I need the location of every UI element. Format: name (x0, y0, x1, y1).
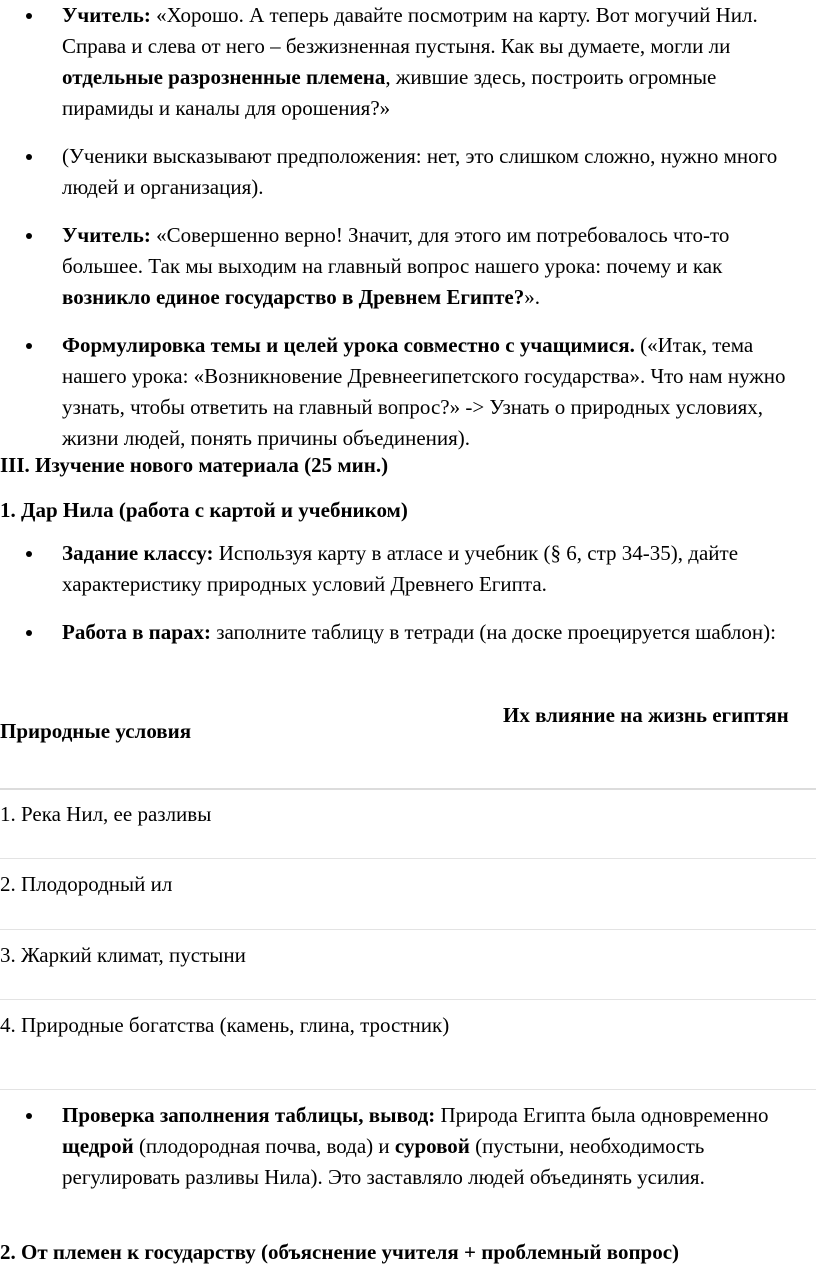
task-label: Работа в парах: (62, 620, 211, 644)
paragraph-text: (плодородная почва, вода) и (133, 1134, 395, 1158)
table-row: 4. Природные богатства (камень, глина, тростник) (0, 1013, 450, 1037)
bullet-dot-icon (26, 343, 32, 349)
mid-bullet-block (0, 538, 816, 648)
paragraph-text: Природа Египта была одновременно (435, 1103, 769, 1127)
list-item (0, 330, 816, 454)
table-column-header: Их влияние на жизнь египтян (503, 703, 789, 727)
task-label: Задание классу: (62, 541, 214, 565)
task-label: Проверка заполнения таблицы, вывод: (62, 1103, 436, 1127)
top-bullet-list (0, 0, 816, 454)
bullet-dot-icon (26, 551, 32, 557)
table-header-divider (0, 788, 816, 790)
paragraph-text: заполните таблицу в тетради (на доске проецируется шаблон): (210, 620, 776, 644)
speaker-label: Учитель: (62, 223, 151, 247)
paragraph-text: «Совершенно верно! Значит, для этого им потребовалось что-то большее. Так мы выходим на главный вопрос нашего урока: почему и как (62, 223, 730, 278)
section-heading: III. Изучение нового материала (25 мин.) (0, 453, 389, 477)
speaker-label: Учитель: (62, 3, 151, 27)
paragraph-text: (Ученики высказывают предположения: нет, это слишком сложно, нужно много людей и организация). (62, 144, 778, 199)
paragraph-text: ». (524, 285, 541, 309)
paragraph-text: «Хорошо. А теперь давайте посмотрим на карту. Вот могучий Нил. Справа и слева от него – безжизненная пустыня. Как вы думаете, могли ли (62, 3, 758, 58)
list-item (0, 617, 816, 648)
bullet-dot-icon (26, 1113, 32, 1119)
emphasis-text: отдельные разрозненные племена (62, 65, 386, 89)
top-bullet-block (0, 0, 816, 454)
list-item (0, 0, 816, 124)
bottom-bullet-list (0, 1100, 816, 1193)
emphasis-text: щедрой (62, 1134, 134, 1158)
table-column-header: Природные условия (0, 719, 192, 743)
paragraph-text: («Итак, тема нашего урока: «Возникновение Древнеегипетского государства». Что нам нужно узнать, чтобы ответить на главный вопрос?» -> Узнать о природных условиях, жизни людей, понять причины объединения). (62, 333, 786, 450)
list-item (0, 141, 816, 203)
emphasis-text: возникло единое государство в Древнем Египте? (62, 285, 525, 309)
table-row-divider (0, 929, 816, 930)
bullet-dot-icon (26, 154, 32, 160)
table-row-divider (0, 999, 816, 1000)
paragraph-text: Используя карту в атласе и учебник (§ 6, стр 34-35), дайте характеристику природных условий Древнего Египта. (62, 541, 739, 596)
emphasis-text: Формулировка темы и целей урока совместно с учащимися. (62, 333, 635, 357)
table-row-divider (0, 858, 816, 859)
list-item (0, 538, 816, 600)
bullet-dot-icon (26, 630, 32, 636)
emphasis-text: суровой (394, 1134, 470, 1158)
bullet-dot-icon (26, 233, 32, 239)
paragraph-text: , жившие здесь, построить огромные пирамиды и каналы для орошения?» (62, 65, 717, 120)
subsection-heading: 2. От племен к государству (объяснение учителя + проблемный вопрос) (0, 1240, 680, 1264)
table-row-divider (0, 1089, 816, 1090)
table-row: 2. Плодородный ил (0, 872, 173, 896)
table-row: 1. Река Нил, ее разливы (0, 802, 212, 826)
subsection-heading: 1. Дар Нила (работа с картой и учебником) (0, 498, 408, 522)
bottom-bullet-block (0, 1100, 816, 1193)
table-header (0, 700, 816, 788)
list-item (0, 220, 816, 313)
list-item (0, 1100, 816, 1193)
bullet-dot-icon (26, 13, 32, 19)
paragraph-text: (пустыни, необходимость регулировать разливы Нила). Это заставляло людей объединять усилия. (62, 1134, 705, 1189)
table-row: 3. Жаркий климат, пустыни (0, 943, 246, 967)
mid-bullet-list (0, 538, 816, 648)
